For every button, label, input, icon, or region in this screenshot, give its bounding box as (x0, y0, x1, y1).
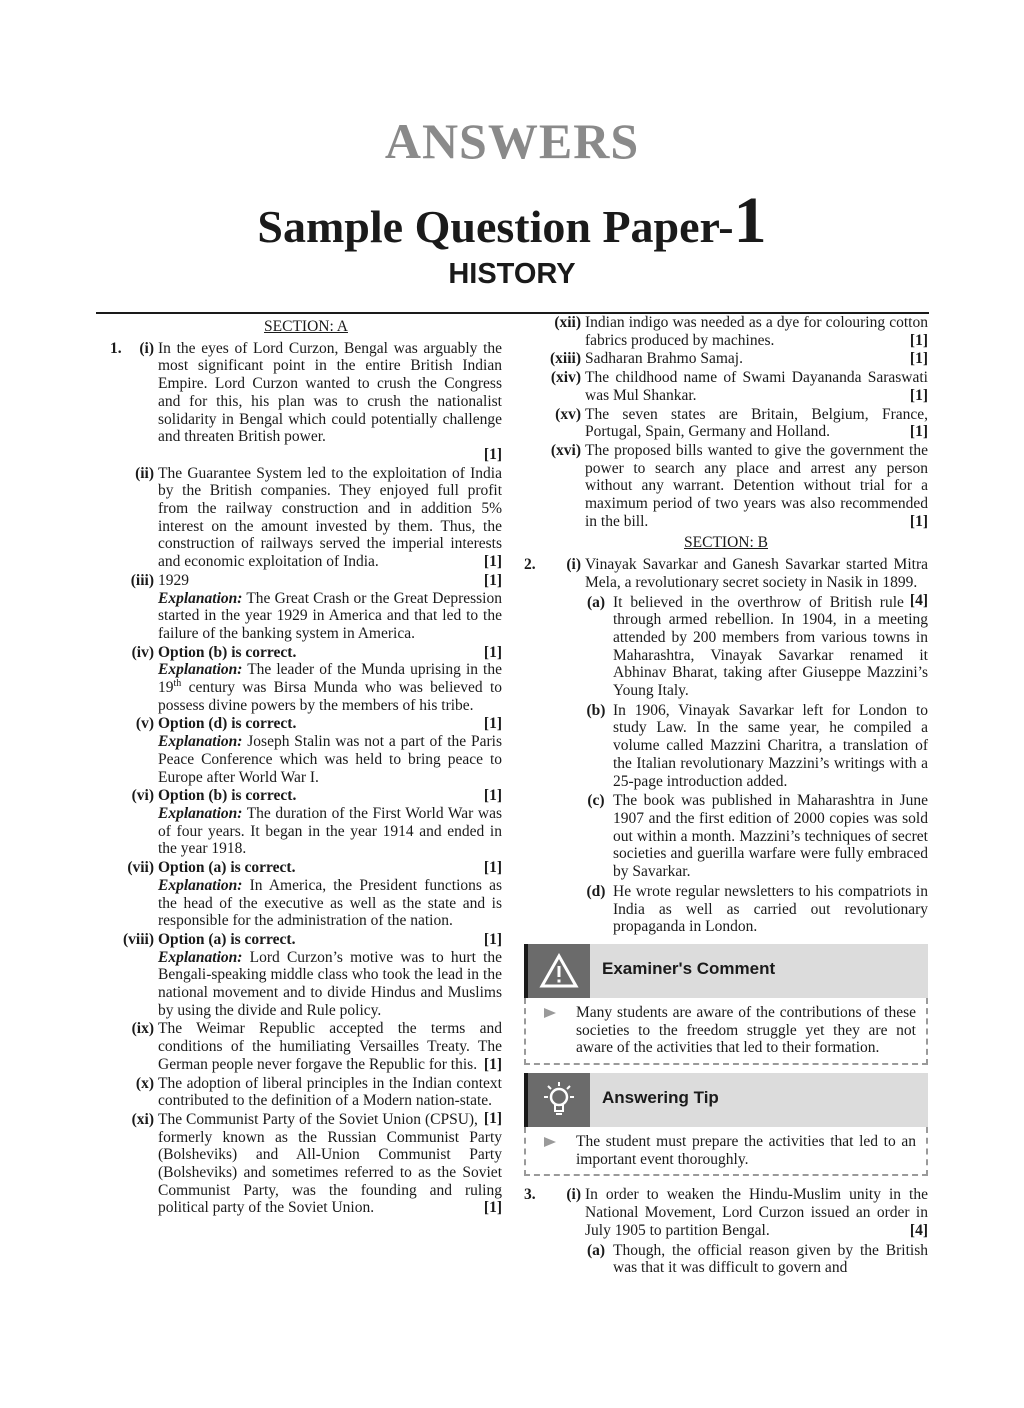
sub-label: (vi) (131, 787, 154, 805)
point-label: (a) (586, 593, 606, 611)
lightbulb-icon (528, 1073, 590, 1127)
examiner-comment-title: Examiner's Comment (602, 958, 776, 978)
mark: [1] (483, 553, 502, 571)
answer-text: Vinayak Savarkar and Ganesh Savarkar started Mitra Mela, a revolutionary secret society in Nasik in 1899. (585, 556, 928, 591)
point-text: He wrote regular newsletters to his compatriots in India as well as carried out revolutionary propaganda in London. (613, 882, 928, 936)
answers-heading: ANSWERS (384, 113, 640, 169)
mark: [1] (909, 386, 928, 404)
mark: [1] (909, 331, 928, 349)
sub-label: (i) (566, 1186, 581, 1204)
explanation-text: Joseph Stalin was not a part of the Paris Peace Conference which was held to bring peace to Europe after World War I. (158, 733, 503, 786)
sub-label: (ii) (135, 464, 154, 482)
left-column (110, 314, 502, 1218)
answer-text: The adoption of liberal principles in the Indian context contributed to the definition of a Modern nation-state. (158, 1074, 502, 1110)
answer-1-xiii (524, 350, 928, 368)
sub-label: (i) (566, 556, 581, 574)
answer-2-b (585, 702, 928, 791)
mark: [1] (483, 1109, 502, 1127)
point-label: (d) (586, 882, 606, 900)
answer-3-a (585, 1242, 928, 1277)
explanation-text: The leader of the Munda uprising in the 19 (158, 661, 502, 697)
sub-label: (xv) (555, 405, 581, 423)
arrow-bullet-icon (544, 1137, 556, 1147)
paper-title-text: Sample Question Paper- (257, 201, 734, 252)
mark: [1] (483, 715, 502, 733)
sub-label: (iv) (131, 643, 154, 661)
paper-title (0, 183, 1024, 259)
mark: [1] (909, 423, 928, 441)
answer-text: The seven states are Britain, Belgium, France, Portugal, Spain, Germany and Holland. (585, 405, 928, 441)
answer-1-viii (110, 931, 502, 1020)
answer-1-iv (110, 644, 502, 715)
point-text: In 1906, Vinayak Savarkar left for London to study Law. In the same year, he compiled a volume called Mazzini Charitra, a translation of the Italian revolutionary Mazzini’s writings with a 25-page introduction added. (613, 701, 928, 790)
answer-text: Sadharan Brahmo Samaj. (585, 350, 743, 368)
examiner-comment-text: Many students are aware of the contributions of these societies to the freedom struggle yet they are not aware of the activities that led to their formation. (576, 1003, 916, 1057)
answer-value: 1929 (158, 571, 189, 589)
answer-text: The childhood name of Swami Dayananda Saraswati was Mul Shankar. (585, 369, 928, 404)
answer-text: In the eyes of Lord Curzon, Bengal was arguably the most significant point in the entire British Indian Empire. Lord Curzon wanted to crush the Congress and for this, his plan was to crush the nationalist solidarity in Bengal which could potentially challenge and threaten British power. (158, 339, 502, 446)
answer-text: In order to weaken the Hindu-Muslim unity in the National Movement, Lord Curzon issued an order in July 1905 to partition Bengal. (585, 1186, 928, 1239)
answer-1-xiv (524, 369, 928, 404)
answer-2-d (585, 883, 928, 936)
explanation-label: Explanation: (158, 661, 243, 679)
answer-text: The proposed bills wanted to give the government the power to search any place and arrest any person without any warrant. Detention without trial for a maximum period of two years was also recommended in the bill. (585, 441, 928, 530)
answer-option: Option (a) is correct. (158, 930, 296, 948)
question-number: 3. (524, 1186, 536, 1204)
answer-1-vi (110, 787, 502, 858)
answering-tip-header (524, 1073, 928, 1127)
sub-label: (xiii) (550, 350, 581, 368)
answer-2-a (585, 591, 928, 700)
point-text: The book was published in Maharashtra in June 1907 and the first edition of 2000 copies was sold out within a month. Mazzini’s techniques of secret societies and guerilla warfare were fully embraced by Savarkar. (613, 792, 928, 881)
subject-heading: HISTORY (448, 258, 576, 290)
superscript: th (173, 677, 182, 689)
explanation-label: Explanation: (158, 589, 243, 607)
explanation-text: Lord Curzon’s motive was to hurt the Bengali-speaking middle class who took the lead in the national movement and to divide Hindus and Muslims by using the divide and Rule policy. (158, 948, 503, 1019)
answering-tip-text: The student must prepare the activities that led to an important event thoroughly. (576, 1133, 916, 1168)
explanation-label: Explanation: (158, 804, 243, 822)
question-number: 2. (524, 556, 536, 574)
answering-tip-title: Answering Tip (602, 1088, 719, 1108)
answer-option: Option (a) is correct. (158, 859, 296, 877)
point-label: (b) (586, 701, 606, 719)
answer-1-xii (524, 314, 928, 349)
mark: [1] (483, 1055, 502, 1073)
answer-1-xi (110, 1111, 502, 1217)
warning-icon (528, 944, 590, 998)
answer-1-xvi (524, 442, 928, 531)
answering-tip-box (524, 1073, 928, 1176)
sub-label: (xii) (554, 314, 581, 331)
sub-label: (viii) (123, 930, 154, 948)
point-label: (a) (586, 1241, 606, 1259)
paper-number: 1 (733, 184, 767, 257)
mark: [1] (483, 930, 502, 948)
examiner-comment-box (524, 944, 928, 1065)
mark: [1] (483, 787, 502, 805)
explanation-label: Explanation: (158, 876, 243, 894)
answer-text: The Communist Party of the Soviet Union (CPSU), formerly known as the Russian Communist Party (Bolsheviks) and All-Union Communist Party (Bolsheviks) and sometimes referred to as the Soviet Communist Party, was the founding and ruling political party of the Soviet Union. (158, 1110, 502, 1217)
answer-option: Option (d) is correct. (158, 715, 297, 733)
answer-option: Option (b) is correct. (158, 643, 297, 661)
answer-3 (524, 1186, 928, 1277)
answer-1-xv (524, 406, 928, 441)
explanation-text-cont: century was Birsa Munda who was believed to possess divine powers by the members of his tribe. (158, 679, 503, 714)
point-label: (c) (587, 792, 605, 810)
answer-text: Indian indigo was needed as a dye for colouring cotton fabrics produced by machines. (585, 314, 928, 349)
mark: [4] (909, 1221, 928, 1239)
section-a-title: SECTION: A (264, 318, 348, 335)
answer-text: The Guarantee System led to the exploitation of India by the British companies. They enjoyed full profit from the railway construction and in addition 5% interest on the amount invested by them. Thus, the construction of railways served the imperial interests and economic exploitation of India. (158, 464, 502, 571)
point-text: It believed in the overthrow of British rule through armed rebellion. In 1904, in a meeting attended by 200 members from various towns in Maharashtra, Vinayak Savarkar renamed it Abhinav Bharat, taking after Giuseppe Mazzini’s Young Italy. (613, 593, 928, 700)
sub-label: (xiv) (550, 369, 581, 387)
sub-label: (iii) (130, 571, 154, 589)
mark: [1] (483, 445, 502, 463)
answer-1-ii (110, 465, 502, 571)
arrow-bullet-icon (544, 1008, 556, 1018)
explanation-label: Explanation: (158, 733, 243, 751)
mark: [1] (909, 512, 928, 530)
answer-1-iii (110, 572, 502, 643)
answer-1-vii (110, 859, 502, 930)
right-column (524, 314, 928, 1278)
mark: [1] (483, 1199, 502, 1217)
explanation-label: Explanation: (158, 948, 243, 966)
answer-2 (524, 556, 928, 936)
explanation-text: The Great Crash or the Great Depression started in the year 1929 in America and that led to the failure of the banking system in America. (158, 589, 502, 642)
sub-label: (xvi) (550, 441, 581, 459)
sub-label: (v) (135, 715, 154, 733)
answer-1-ix (110, 1020, 502, 1073)
mark: [1] (909, 350, 928, 368)
answer-option: Option (b) is correct. (158, 787, 297, 805)
sub-label: (x) (135, 1074, 154, 1092)
answer-text: The Weimar Republic accepted the terms and conditions of the humiliating Versailles Treaty. The German people never forgave the Republic for this. (158, 1020, 502, 1073)
answer-2-c (585, 792, 928, 881)
mark: [1] (483, 859, 502, 877)
section-b-title: SECTION: B (684, 534, 768, 552)
examiner-comment-header (524, 944, 928, 998)
point-text: Though, the official reason given by the British was that it was difficult to govern and (613, 1241, 928, 1277)
answer-1-v (110, 715, 502, 786)
sub-label: (ix) (131, 1020, 154, 1038)
mark: [1] (483, 643, 502, 661)
answer-1-i (110, 340, 502, 464)
explanation-text: The duration of the First World War was of four years. It began in the year 1914 and ended in the year 1918. (158, 804, 502, 858)
sub-label: (vii) (127, 859, 154, 877)
examiner-comment-body (524, 998, 928, 1065)
mark: [4] (909, 591, 928, 609)
sub-label: (i) (139, 339, 154, 357)
explanation-text: In America, the President functions as the head of the executive as well as the state and is responsible for the administration of the nation. (158, 876, 503, 930)
answering-tip-body (524, 1127, 928, 1176)
question-number: 1. (110, 339, 122, 357)
mark: [1] (483, 571, 502, 589)
sub-label: (xi) (131, 1110, 154, 1128)
